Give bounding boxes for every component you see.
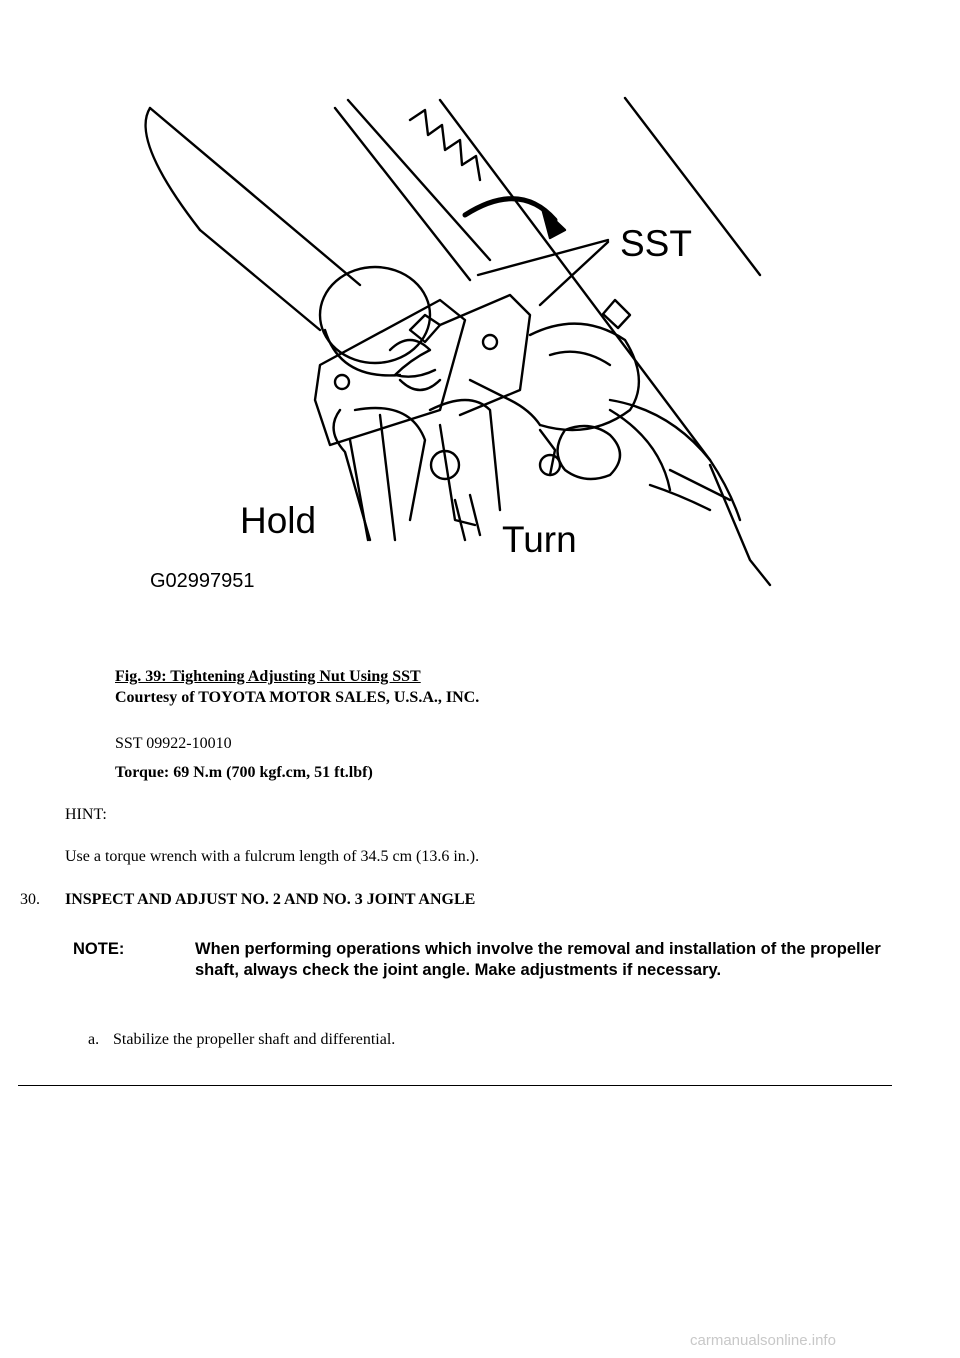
figure-illustration xyxy=(110,80,790,610)
step-number: 30. xyxy=(20,891,40,908)
hint-text: Use a torque wrench with a fulcrum length of 34.5 cm (13.6 in.). xyxy=(65,848,480,865)
figure-id: G02997951 xyxy=(150,570,255,592)
turn-label: Turn xyxy=(502,519,577,560)
note-block xyxy=(73,939,893,981)
hint-label: HINT: xyxy=(65,806,107,823)
substep-letter: a. xyxy=(88,1031,100,1048)
page-divider xyxy=(18,1085,892,1086)
tightening-nut-diagram xyxy=(110,80,790,610)
note-label: NOTE: xyxy=(73,940,125,958)
sst-number: SST 09922-10010 xyxy=(115,735,232,752)
hold-label: Hold xyxy=(240,500,317,541)
figure-title: Fig. 39: Tightening Adjusting Nut Using SST xyxy=(115,668,421,685)
figure-courtesy: Courtesy of TOYOTA MOTOR SALES, U.S.A., INC. xyxy=(115,689,480,706)
site-watermark: carmanualsonline.info xyxy=(690,1332,836,1349)
torque-spec: Torque: 69 N.m (700 kgf.cm, 51 ft.lbf) xyxy=(115,764,373,781)
step-title: INSPECT AND ADJUST NO. 2 AND NO. 3 JOINT ANGLE xyxy=(65,891,476,908)
figure-caption xyxy=(115,666,479,708)
note-text: When performing operations which involve the removal and installation of the propeller shaft, always check the joint angle. Make adjustments if necessary. xyxy=(195,940,881,979)
sst-label: SST xyxy=(620,223,692,264)
substep-text: Stabilize the propeller shaft and differential. xyxy=(113,1031,396,1048)
